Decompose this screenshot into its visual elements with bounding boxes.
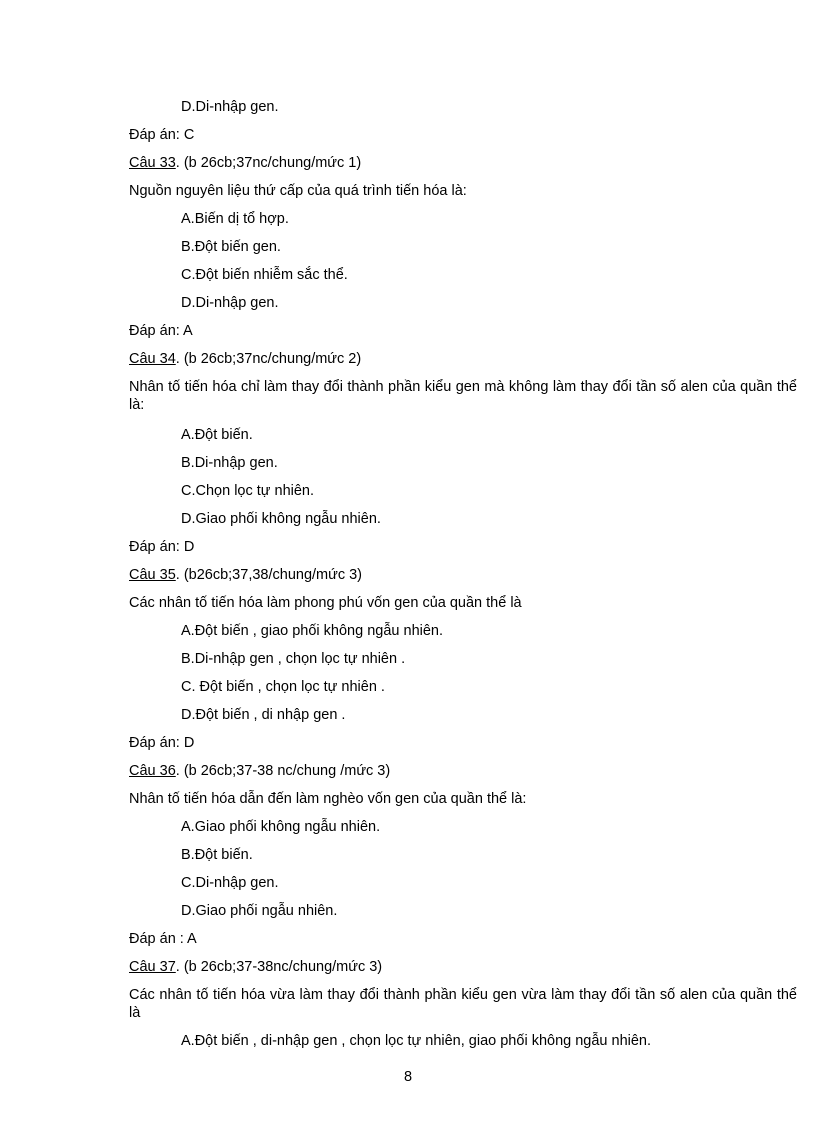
- question-36-heading: [129, 762, 390, 780]
- option-37a: A.Đột biến , di-nhập gen , chọn lọc tự nhiên, giao phối không ngẫu nhiên.: [181, 1033, 652, 1049]
- option-36c: C.Di-nhập gen.: [181, 875, 279, 891]
- answer-36: Đáp án : A: [129, 931, 197, 947]
- option-34b: B.Di-nhập gen.: [181, 455, 278, 471]
- option-34a: A.Đột biến.: [181, 427, 253, 443]
- question-36-stem: Nhân tố tiến hóa dẫn đến làm nghèo vốn gen của quần thể là:: [129, 791, 527, 807]
- option-36a: A.Giao phối không ngẫu nhiên.: [181, 819, 381, 835]
- question-37-stem: Các nhân tố tiến hóa vừa làm thay đổi thành phần kiểu gen vừa làm thay đổi tần số alen của quần thể là: [129, 987, 797, 1021]
- question-33-label: Câu 33: [129, 155, 176, 171]
- question-34-meta: . (b 26cb;37nc/chung/mức 2): [175, 351, 362, 367]
- question-36-meta: . (b 26cb;37-38 nc/chung /mức 3): [175, 763, 391, 779]
- page-number: 8: [403, 1069, 413, 1085]
- option-35b: B.Di-nhập gen , chọn lọc tự nhiên .: [181, 651, 406, 667]
- option-33c: C.Đột biến nhiễm sắc thể.: [181, 267, 348, 283]
- question-35-label: Câu 35: [129, 567, 176, 583]
- question-33-stem: Nguồn nguyên liệu thứ cấp của quá trình tiến hóa là:: [129, 183, 467, 199]
- option-35d: D.Đột biến , di nhập gen .: [181, 707, 346, 723]
- option-36d: D.Giao phối ngẫu nhiên.: [181, 903, 338, 919]
- option-34d: D.Giao phối không ngẫu nhiên.: [181, 511, 381, 527]
- option-35a: A.Đột biến , giao phối không ngẫu nhiên.: [181, 623, 444, 639]
- question-35-heading: [129, 566, 362, 584]
- option-34c: C.Chọn lọc tự nhiên.: [181, 483, 315, 499]
- answer-32: Đáp án: C: [129, 127, 195, 143]
- question-37-meta: . (b 26cb;37-38nc/chung/mức 3): [175, 959, 383, 975]
- question-36-label: Câu 36: [129, 763, 176, 779]
- answer-34: Đáp án: D: [129, 539, 195, 555]
- option-33d: D.Di-nhập gen.: [181, 295, 279, 311]
- question-37-label: Câu 37: [129, 959, 176, 975]
- question-33-meta: . (b 26cb;37nc/chung/mức 1): [175, 155, 362, 171]
- question-35-stem: Các nhân tố tiến hóa làm phong phú vốn gen của quần thể là: [129, 595, 522, 611]
- question-35-meta: . (b26cb;37,38/chung/mức 3): [175, 567, 362, 583]
- option-36b: B.Đột biến.: [181, 847, 253, 863]
- option-33b: B.Đột biến gen.: [181, 239, 281, 255]
- question-34-heading: [129, 350, 361, 368]
- answer-35: Đáp án: D: [129, 735, 195, 751]
- option-33d-prev: D.Di-nhập gen.: [181, 99, 279, 115]
- option-33a: A.Biến dị tổ hợp.: [181, 211, 289, 227]
- question-33-heading: [129, 154, 361, 172]
- question-34-stem: Nhân tố tiến hóa chỉ làm thay đổi thành phần kiểu gen mà không làm thay đổi tần số alen của quần thể là:: [129, 379, 797, 413]
- option-35c: C. Đột biến , chọn lọc tự nhiên .: [181, 679, 385, 695]
- question-37-heading: [129, 958, 382, 976]
- question-34-label: Câu 34: [129, 351, 176, 367]
- answer-33: Đáp án: A: [129, 323, 193, 339]
